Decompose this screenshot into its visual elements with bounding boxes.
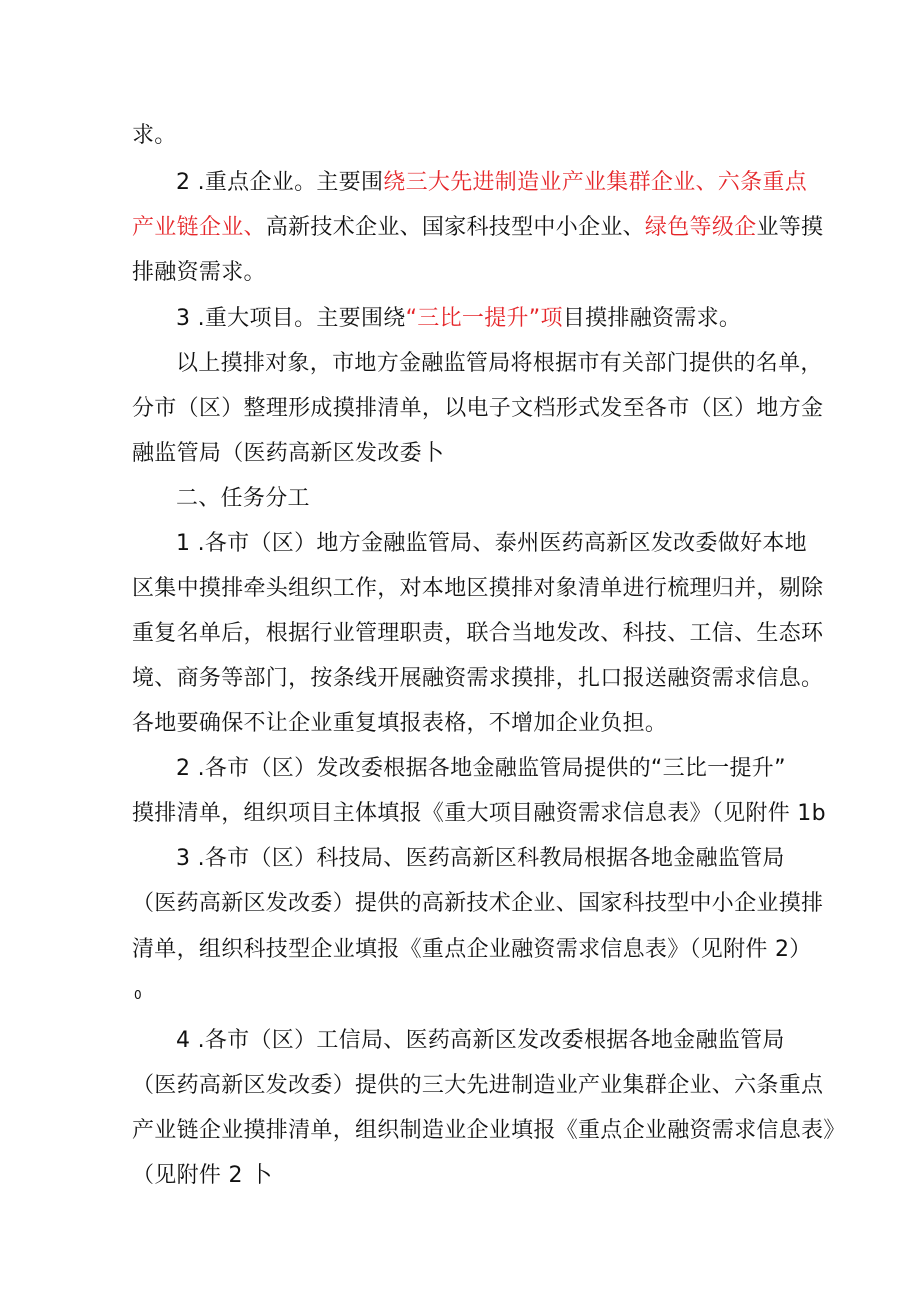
text-segment: 1 .各市（区）地方金融监管局、泰州医药高新区发改委做好本地 (176, 531, 807, 556)
text-line (176, 529, 856, 559)
text-line (176, 844, 856, 874)
text-segment: 目摸排融资需求。 (562, 306, 742, 331)
text-segment: 区集中摸排牵头组织工作，对本地区摸排对象清单进行梳理归并，剔除 (132, 576, 824, 601)
text-segment: 业等摸 (756, 215, 824, 240)
text-line (132, 258, 812, 288)
text-segment: 2 .重点企业。主要围 (176, 170, 384, 195)
text-line (132, 574, 824, 604)
text-segment: 以上摸排对象，市地方金融监管局将根据市有关部门提供的名单， (176, 351, 823, 376)
text-segment: 产业链企业摸排清单，组织制造业企业填报《重点企业融资需求信息表》 (132, 1118, 846, 1143)
text-segment: 0 (134, 988, 142, 1002)
text-segment: 求。 (132, 123, 177, 148)
text-line (132, 1116, 846, 1146)
text-segment: 境、商务等部门，按条线开展融资需求摸排，扎口报送融资需求信息。 (132, 666, 824, 691)
text-line (132, 1071, 824, 1101)
text-line (176, 1026, 856, 1056)
text-segment: 分市（区）整理形成摸排清单，以电子文档形式发至各市（区）地方金 (132, 396, 824, 421)
text-line (132, 619, 824, 649)
text-segment: 摸排清单，组织项目主体填报《重大项目融资需求信息表》（见附件 1b (132, 801, 826, 826)
text-line (176, 304, 856, 334)
text-line (132, 709, 812, 739)
text-segment: 重复名单后，根据行业管理职责，联合当地发改、科技、工信、生态环 (132, 621, 824, 646)
text-segment: 2 .各市（区）发改委根据各地金融监管局提供的“三比一提升” (176, 756, 786, 781)
highlighted-text: “三比一提升”项 (405, 306, 563, 331)
text-line (134, 987, 814, 1003)
text-line (132, 664, 824, 694)
highlighted-text: 产业链企业、 (132, 215, 266, 240)
text-line (176, 754, 856, 784)
text-segment: 清单，组织科技型企业填报《重点企业融资需求信息表》（见附件 2） (132, 937, 812, 962)
text-line (132, 889, 824, 919)
text-segment: （见附件 2 卜 (132, 1163, 273, 1188)
text-segment: 融监管局（医药高新区发改委卜 (132, 441, 445, 466)
heading-text: 二、任务分工 (176, 486, 310, 511)
text-line (176, 349, 856, 379)
text-segment: （医药高新区发改委）提供的高新技术企业、国家科技型中小企业摸排 (132, 891, 824, 916)
text-line (132, 121, 812, 151)
text-line (132, 213, 824, 243)
text-segment: 3 .重大项目。主要围绕 (176, 306, 406, 331)
text-line (132, 799, 826, 829)
text-line (132, 439, 812, 469)
text-segment: 各地要确保不让企业重复填报表格，不增加企业负担。 (132, 711, 668, 736)
text-segment: 3 .各市（区）科技局、医药高新区科教局根据各地金融监管局 (176, 846, 785, 871)
text-segment: 高新技术企业、国家科技型中小企业、 (265, 215, 645, 240)
highlighted-text: 绿色等级企 (644, 215, 757, 240)
section-heading (176, 484, 856, 514)
text-segment: 4 .各市（区）工信局、医药高新区发改委根据各地金融监管局 (176, 1028, 785, 1053)
text-line (132, 394, 824, 424)
text-line (132, 935, 812, 965)
highlighted-text: 绕三大先进制造业产业集群企业、六条重点 (383, 170, 807, 195)
text-segment: （医药高新区发改委）提供的三大先进制造业产业集群企业、六条重点 (132, 1073, 824, 1098)
text-line (176, 168, 856, 198)
text-line (132, 1161, 812, 1191)
text-segment: 排融资需求。 (132, 260, 266, 285)
